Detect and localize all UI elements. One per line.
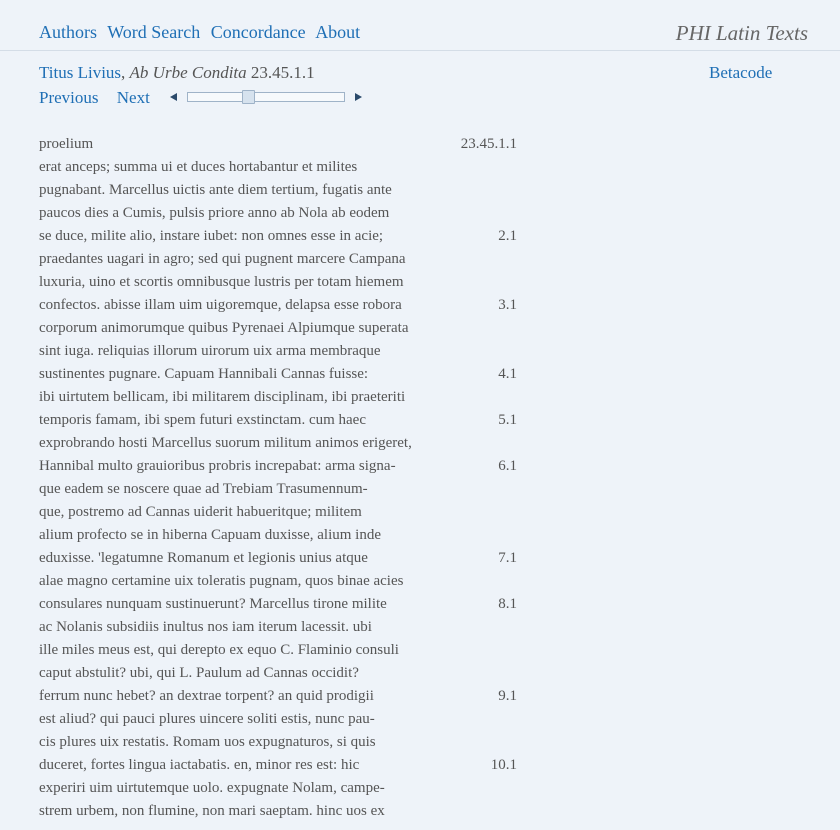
line-number: 10.1 [490,757,517,773]
line-number: 23.45.1.1 [460,136,517,152]
text-line [39,133,519,156]
line-text: que eadem se noscere quae ad Trebiam Trasumennum- [39,481,368,497]
text-line [39,248,519,271]
line-number: 7.1 [498,550,517,566]
line-text: Hannibal multo grauioribus probris increpabat: arma signa- [39,458,396,474]
line-text: praedantes uagari in agro; sed qui pugnent marcere Campana [39,251,406,267]
line-text: eduxisse. 'legatumne Romanum et legionis unius atque [39,550,368,566]
text-line [39,800,519,823]
nav-about[interactable]: About [315,22,361,42]
line-number: 6.1 [498,458,517,474]
line-text: ibi uirtutem bellicam, ibi militarem disciplinam, ibi praeteriti [39,389,406,405]
line-text: confectos. abisse illam uim uigoremque, delapsa esse robora [39,297,402,313]
line-text: ferrum nunc hebet? an dextrae torpent? an quid prodigii [39,688,374,704]
text-line [39,202,519,225]
line-text: strem urbem, non flumine, non mari saeptam. hinc uos ex [39,803,385,819]
position-slider[interactable] [187,92,345,102]
line-text: caput abstulit? ubi, qui L. Paulum ad Cannas occidit? [39,665,359,681]
text-line [39,409,519,432]
nav-authors[interactable]: Authors [39,22,97,42]
line-text: alae magno certamine uix toleratis pugnam, quos binae acies [39,573,404,589]
line-number: 5.1 [498,412,517,428]
text-line [39,317,519,340]
text-line [39,777,519,800]
line-text: que, postremo ad Cannas uiderit habueritque; militem [39,504,362,520]
line-text: se duce, milite alio, instare iubet: non omnes esse in acie; [39,228,384,244]
text-line [39,708,519,731]
line-text: sustinentes pugnare. Capuam Hannibali Cannas fuisse: [39,366,369,382]
nav-word-search[interactable]: Word Search [107,22,201,42]
text-line [39,478,519,501]
line-number: 4.1 [498,366,517,382]
text-line [39,547,519,570]
text-line [39,616,519,639]
text-line [39,570,519,593]
pager [39,88,164,108]
slider-thumb[interactable] [242,90,255,104]
citation-separator: , [121,63,130,82]
text-line [39,156,519,179]
line-number: 2.1 [498,228,517,244]
text-line [39,386,519,409]
text-line [39,662,519,685]
line-text: ille miles meus est, qui derepto ex equo C. Flaminio consuli [39,642,399,658]
next-link[interactable]: Next [116,88,150,107]
line-text: erat anceps; summa ui et duces hortabantur et milites [39,159,358,175]
previous-link[interactable]: Previous [39,88,99,107]
text-line [39,294,519,317]
work-title: Ab Urbe Condita [129,63,247,82]
line-text: ac Nolanis subsidiis inultus nos iam iterum lacessit. ubi [39,619,372,635]
text-line [39,754,519,777]
betacode-link[interactable]: Betacode [709,63,773,82]
slider-right-arrow-icon[interactable] [355,93,362,101]
line-text: consulares nunquam sustinuerunt? Marcellus tirone milite [39,596,387,612]
text-line [39,455,519,478]
text-line [39,340,519,363]
top-bar [0,0,840,51]
citation [39,63,315,83]
text-line [39,179,519,202]
line-text: sint iuga. reliquias illorum uirorum uix arma membraque [39,343,381,359]
line-text: exprobrando hosti Marcellus suorum militum animos erigeret, [39,435,412,451]
text-line [39,593,519,616]
text-line [39,501,519,524]
text-line [39,731,519,754]
text-line [39,432,519,455]
line-text: experiri uim uirtutemque uolo. expugnate Nolam, campe- [39,780,385,796]
line-number: 9.1 [498,688,517,704]
line-text: duceret, fortes lingua iactabatis. en, minor res est: hic [39,757,360,773]
line-text: temporis famam, ibi spem futuri exstinctam. cum haec [39,412,366,428]
author-link[interactable]: Titus Livius [39,63,122,82]
text-line [39,639,519,662]
text-line [39,363,519,386]
text-body [39,133,519,823]
line-text: proelium [39,136,94,152]
site-title: PHI Latin Texts [675,21,808,45]
line-text: luxuria, uino et scortis omnibusque lustris per totam hiemem [39,274,404,290]
nav-concordance[interactable]: Concordance [210,22,306,42]
line-text: pugnabant. Marcellus uictis ante diem tertium, fugatis ante [39,182,392,198]
text-line [39,524,519,547]
line-number: 3.1 [498,297,517,313]
text-line [39,225,519,248]
line-text: corporum animorumque quibus Pyrenaei Alpiumque superata [39,320,409,336]
line-text: cis plures uix restatis. Romam uos expugnaturos, si quis [39,734,376,750]
line-text: alium profecto se in hiberna Capuam duxisse, alium inde [39,527,381,543]
text-line [39,685,519,708]
main-nav [39,22,366,43]
slider-left-arrow-icon[interactable] [170,93,177,101]
line-text: paucos dies a Cumis, pulsis priore anno ab Nola ab eodem [39,205,390,221]
citation-ref: 23.45.1.1 [250,63,315,82]
text-line [39,271,519,294]
line-text: est aliud? qui pauci plures uincere soliti estis, nunc pau- [39,711,375,727]
line-number: 8.1 [498,596,517,612]
